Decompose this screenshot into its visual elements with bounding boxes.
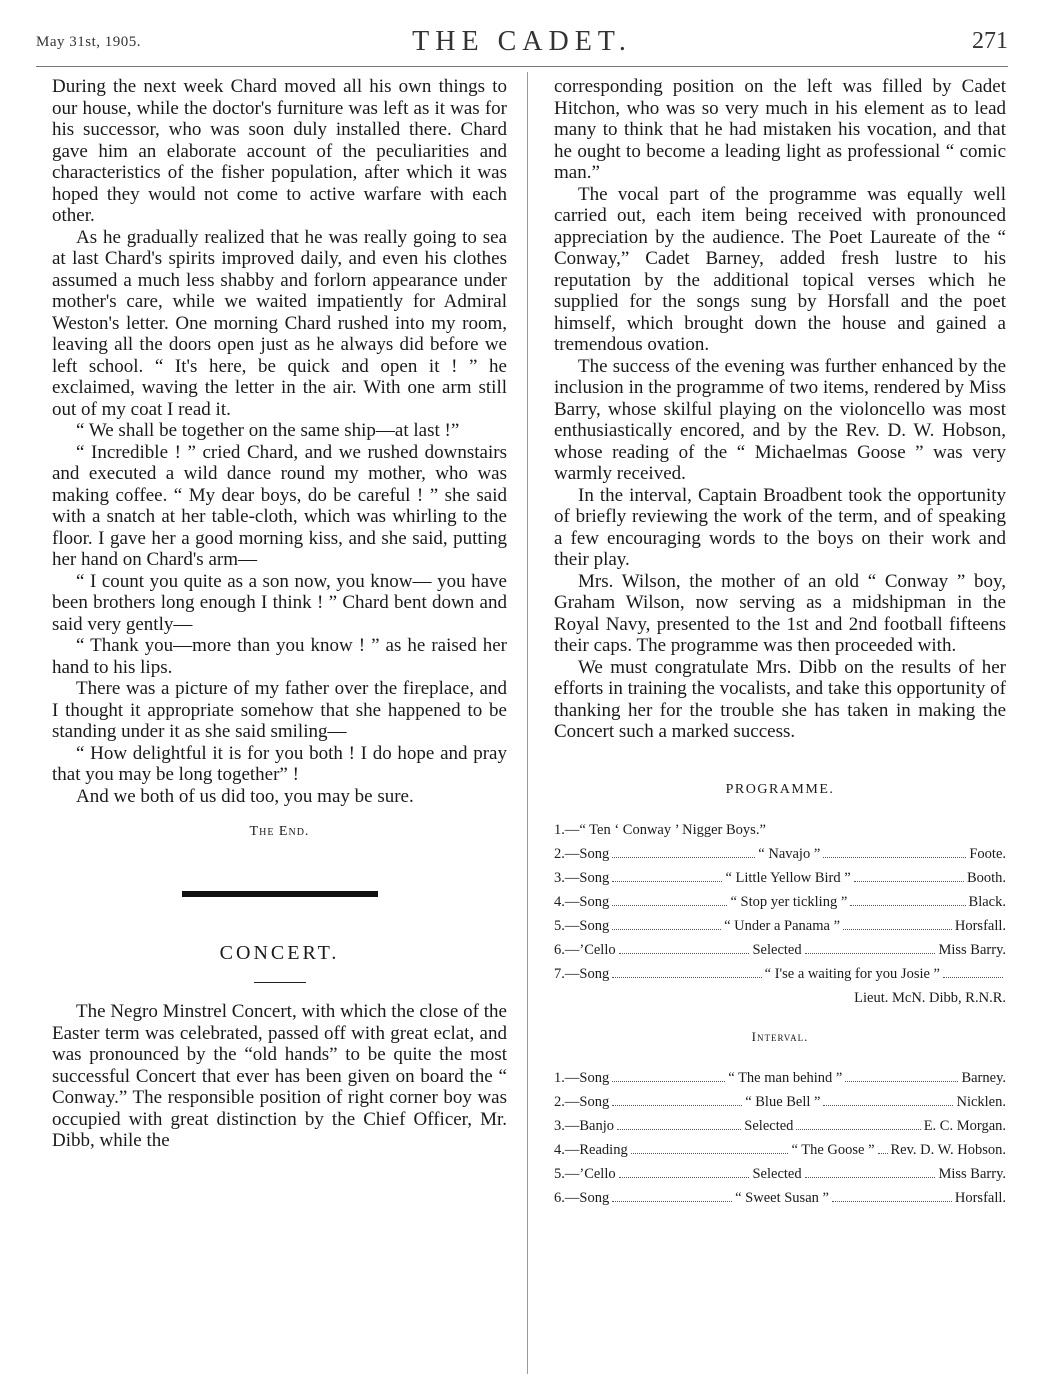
item-performer: Barney. — [961, 1069, 1007, 1086]
item-title: “ Sweet Susan ” — [735, 1189, 829, 1206]
leader-dots — [845, 1081, 958, 1082]
programme-item — [554, 890, 1006, 914]
item-number: 6.— — [554, 942, 580, 958]
item-performer: Foote. — [969, 846, 1007, 862]
concert-paragraph: The vocal part of the programme was equally well carried out, each item being received with pronounced appreciation by the audience. The Poet Laureate of the “ Conway,” Cadet Barney, added fresh lustre to his reputation by the additional topical verses which he supplied for the songs sung by Horsfall and the poet himself, which brought down the house and gained a tremendous ovation. — [554, 183, 1006, 355]
concert-continuation: corresponding position on the left was filled by Cadet Hitchon, who was so very much in his element as to lead many to think that he had mistaken his vocation, and that he ought to become a leading light as professional “ comic man.” — [554, 76, 1006, 183]
item-performer: Lieut. McN. Dibb, R.N.R. — [854, 990, 1006, 1006]
item-performer: Booth. — [966, 870, 1007, 886]
item-title: “ I'se a waiting for you Josie ” — [764, 966, 940, 982]
item-type: Song — [579, 918, 610, 934]
programme-item — [554, 1090, 1006, 1114]
item-number: 1.— — [554, 822, 580, 838]
item-performer: Nicklen. — [956, 1093, 1006, 1110]
column-divider — [527, 72, 528, 1374]
item-type: Song — [579, 1093, 610, 1110]
item-title: Selected — [752, 1165, 802, 1182]
item-title: “ The Goose ” — [791, 1141, 875, 1158]
left-column — [52, 76, 507, 1152]
concert-paragraph: Mrs. Wilson, the mother of an old “ Conway ” boy, Graham Wilson, now serving as a midshipman in the Royal Navy, presented to the 1st and 2nd football fifteens their caps. The programme was then proceeded with. — [554, 570, 1006, 656]
leader-dots — [612, 905, 727, 906]
header-rule — [36, 66, 1008, 67]
item-title: “ Little Yellow Bird ” — [725, 870, 851, 886]
programme-item — [554, 842, 1006, 866]
item-title: “ Blue Bell ” — [745, 1093, 821, 1110]
leader-dots — [943, 977, 1003, 978]
leader-dots — [823, 857, 966, 858]
leader-dots — [832, 1201, 952, 1202]
item-type: Reading — [579, 1141, 628, 1158]
story-paragraph: And we both of us did too, you may be sure. — [76, 785, 414, 807]
concert-paragraph: The Negro Minstrel Concert, with which the close of the Easter term was celebrated, passed off with great eclat, and was pronounced by the “old hands” to be quite the most successful Concert that ever has been given on board the “ Conway.” The responsible position of right corner boy was occupied with great distinction by the Chief Officer, Mr. Dibb, while the — [52, 1001, 507, 1151]
interval-heading: Interval. — [751, 1029, 809, 1044]
leader-dots — [805, 953, 936, 954]
leader-dots — [854, 881, 964, 882]
leader-dots — [612, 881, 722, 882]
item-type: Song — [579, 894, 610, 910]
heading-rule — [254, 982, 306, 983]
leader-dots — [612, 977, 761, 978]
item-type: Song — [579, 966, 610, 982]
item-type: Song — [579, 1189, 610, 1206]
leader-dots — [612, 929, 721, 930]
item-number: 3.— — [554, 870, 580, 886]
item-title: “ Navajo ” — [758, 846, 821, 862]
concert-paragraph: The success of the evening was further enhanced by the inclusion in the programme of two items, rendered by Miss Barry, whose skilful playing on the violoncello was most enthusiastically encored, and by the Rev. D. W. Hobson, whose reading of the “ Michaelmas Goose ” was very warmly received. — [554, 355, 1006, 484]
leader-dots — [805, 1177, 936, 1178]
programme-item — [554, 1186, 1006, 1210]
item-number: 5.— — [554, 918, 580, 934]
programme-item — [554, 914, 1006, 938]
item-number: 7.— — [554, 966, 580, 982]
item-performer: Black. — [968, 894, 1006, 910]
section-divider — [182, 891, 378, 897]
story-paragraph: “ We shall be together on the same ship—at last !” — [76, 420, 460, 441]
item-number: 5.— — [554, 1165, 580, 1182]
leader-dots — [843, 929, 952, 930]
programme-item — [554, 1138, 1006, 1162]
item-type: ’Cello — [579, 1165, 616, 1182]
story-paragraph: As he gradually realized that he was really going to sea at last Chard's spirits improved daily, and even his clothes assumed a much less shabby and forlorn appearance under mother's care, while we waited impatiently for Admiral Weston's letter. One morning Chard rushed into my room, leaving all the doors open just as he always did before we left school. “ It's here, be quick and open it ! ” he exclaimed, waving the letter in the air. With one arm still out of my coat I read it. — [52, 226, 507, 420]
item-number: 2.— — [554, 1093, 580, 1110]
programme-item — [554, 962, 1006, 986]
leader-dots — [878, 1153, 888, 1154]
story-paragraph: “ I count you quite as a son now, you know— you have been brothers long enough I think ! ” Chard bent down and said very gently— — [52, 570, 507, 635]
programme-list-after-interval — [554, 1066, 1006, 1210]
item-type: Song — [579, 1069, 610, 1086]
item-number: 1.— — [554, 1069, 580, 1086]
item-performer: Rev. D. W. Hobson. — [890, 1141, 1006, 1158]
item-number: 2.— — [554, 846, 580, 862]
programme-list — [554, 818, 1006, 1010]
item-type: Song — [579, 870, 610, 886]
item-type: “ Ten ‘ Conway ’ Nigger Boys.” — [579, 822, 766, 838]
right-column — [554, 76, 1006, 1210]
item-title: “ The man behind ” — [728, 1069, 843, 1086]
story-paragraph: During the next week Chard moved all his own things to our house, while the doctor's furniture was left as it was for his successor, who was soon duly installed there. Chard gave him an elaborate account of the peculiarities and characteristics of the fisher population, after which it was hoped they would not come to active warfare with each other. — [52, 76, 507, 226]
item-performer: Horsfall. — [954, 918, 1007, 934]
programme-item — [554, 938, 1006, 962]
item-title: “ Under a Panama ” — [724, 918, 841, 934]
leader-dots — [850, 905, 965, 906]
leader-dots — [612, 1105, 742, 1106]
item-type: ’Cello — [579, 942, 616, 958]
leader-dots — [617, 1129, 741, 1130]
story-paragraph: “ Thank you—more than you know ! ” as he raised her hand to his lips. — [52, 635, 507, 678]
the-end-label: The End. — [249, 824, 310, 839]
page-number: 271 — [972, 28, 1008, 54]
item-performer: Miss Barry. — [938, 1165, 1006, 1182]
item-number: 4.— — [554, 1141, 580, 1158]
story-paragraph: “ How delightful it is for you both ! I do hope and pray that you may be long together” ! — [52, 742, 507, 785]
page-header — [36, 26, 1008, 66]
item-title: “ Stop yer tickling ” — [730, 894, 848, 910]
story-paragraph: There was a picture of my father over the fireplace, and I thought it appropriate somehow that she happened to be standing under it as she said smiling— — [52, 678, 507, 742]
leader-dots — [631, 1153, 789, 1154]
item-performer: Horsfall. — [954, 1189, 1007, 1206]
item-number: 4.— — [554, 894, 580, 910]
item-number: 3.— — [554, 1117, 580, 1134]
leader-dots — [612, 1081, 725, 1082]
programme-item — [554, 818, 1006, 842]
item-type: Banjo — [579, 1117, 615, 1134]
item-performer: E. C. Morgan. — [923, 1117, 1007, 1134]
item-number: 6.— — [554, 1189, 580, 1206]
concert-paragraph: We must congratulate Mrs. Dibb on the results of her efforts in training the vocalists, and take this opportunity of thanking her for the trouble she has taken in making the Concert such a marked success. — [554, 656, 1006, 742]
leader-dots — [823, 1105, 953, 1106]
story-paragraph: “ Incredible ! ” cried Chard, and we rushed downstairs and executed a wild dance round my mother, who was making coffee. “ My dear boys, do be careful ! ” she said with a snatch at her table-cloth, which was whirling to the floor. I gave her a good morning kiss, and she said, putting her hand on Chard's arm— — [52, 441, 507, 570]
programme-item — [554, 1162, 1006, 1186]
leader-dots — [612, 1201, 732, 1202]
leader-dots — [612, 857, 755, 858]
item-title: Selected — [744, 1117, 794, 1134]
concert-heading: CONCERT. — [219, 941, 340, 964]
issue-date: May 31st, 1905. — [36, 34, 141, 50]
concert-paragraph: In the interval, Captain Broadbent took the opportunity of briefly reviewing the work of the term, and of speaking a few encouraging words to the boys on their work and their play. — [554, 484, 1006, 570]
leader-dots — [796, 1129, 920, 1130]
programme-item — [554, 866, 1006, 890]
publication-title: THE CADET. — [412, 26, 632, 57]
programme-heading: PROGRAMME. — [725, 781, 835, 797]
item-type: Song — [579, 846, 610, 862]
leader-dots — [619, 1177, 750, 1178]
programme-item — [554, 1114, 1006, 1138]
item-performer: Miss Barry. — [938, 942, 1006, 958]
leader-dots — [619, 953, 750, 954]
item-title: Selected — [752, 942, 802, 958]
programme-item — [554, 1066, 1006, 1090]
